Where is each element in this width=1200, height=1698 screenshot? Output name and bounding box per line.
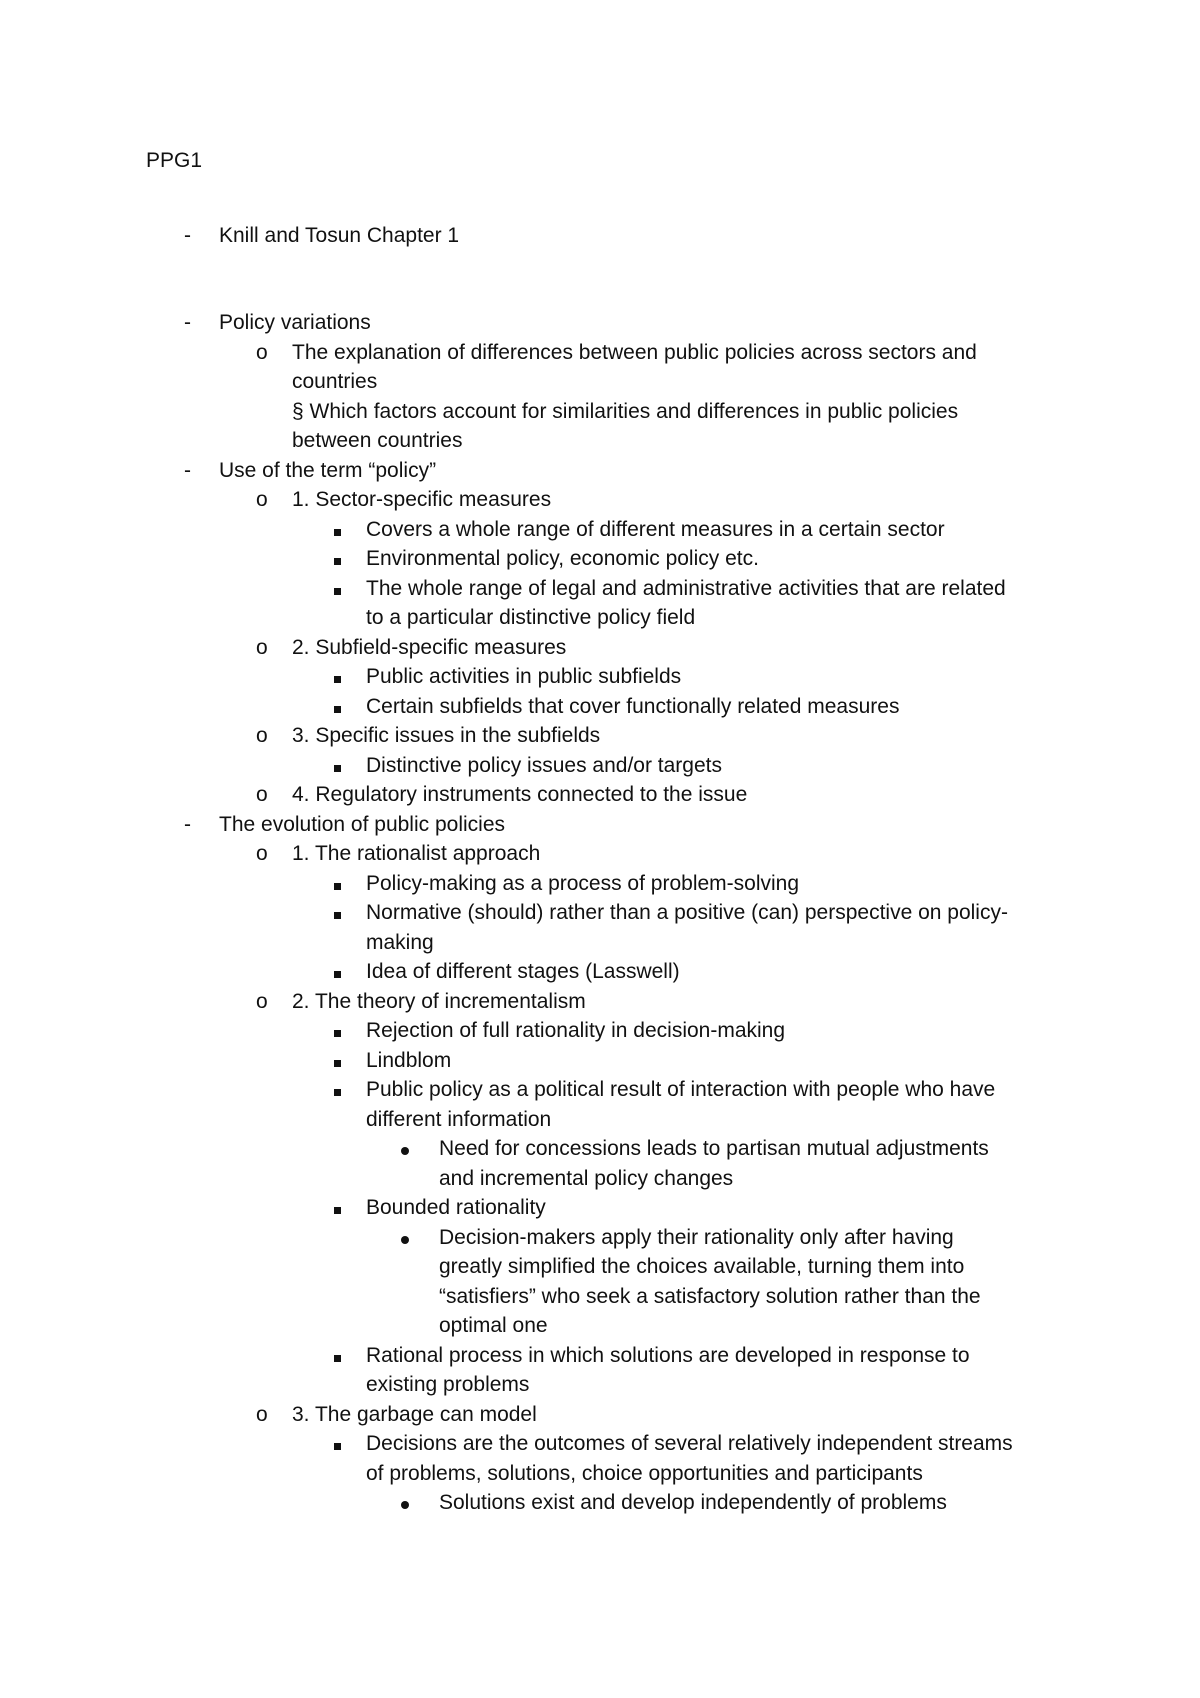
list-item-text: 3. The garbage can model bbox=[292, 1402, 537, 1426]
list-item-continuation bbox=[292, 397, 958, 427]
list-item bbox=[219, 308, 371, 338]
list-item-text: 4. Regulatory instruments connected to the issue bbox=[292, 783, 748, 806]
list-item-text: Public activities in public subfields bbox=[366, 665, 682, 688]
list-item bbox=[219, 221, 459, 251]
list-item-text: of problems, solutions, choice opportunities and participants bbox=[366, 1461, 923, 1485]
list-item bbox=[219, 456, 436, 486]
list-item-continuation bbox=[439, 1282, 981, 1312]
list-item-text: Knill and Tosun Chapter 1 bbox=[219, 224, 460, 247]
square-bullet-icon bbox=[334, 1193, 341, 1223]
list-item-text: making bbox=[366, 930, 434, 954]
list-item-text: Policy-making as a process of problem-solving bbox=[366, 871, 800, 895]
list-item bbox=[366, 1046, 451, 1076]
list-item-continuation bbox=[292, 426, 462, 456]
circle-bullet: o bbox=[256, 783, 268, 806]
list-item-text: 2. Subfield-specific measures bbox=[292, 635, 567, 659]
square-bullet-icon bbox=[334, 1046, 341, 1076]
list-item-text: Idea of different stages (Lasswell) bbox=[366, 960, 680, 983]
circle-bullet: o bbox=[256, 989, 268, 1013]
list-item bbox=[366, 1016, 785, 1046]
list-item-text: Lindblom bbox=[366, 1048, 452, 1072]
list-item-text: 1. The rationalist approach bbox=[292, 842, 541, 865]
square-bullet-icon bbox=[334, 957, 341, 987]
list-item-text: 3. Specific issues in the subfields bbox=[292, 724, 601, 747]
dot-bullet-icon bbox=[401, 1223, 409, 1253]
circle-bullet: o bbox=[256, 842, 268, 865]
list-item bbox=[439, 1223, 954, 1253]
list-item-text: Solutions exist and develop independently of problems bbox=[439, 1491, 947, 1514]
list-item bbox=[292, 485, 551, 515]
list-item-text: Bounded rationality bbox=[366, 1196, 546, 1219]
list-item-text: 1. Sector-specific measures bbox=[292, 488, 552, 511]
list-item bbox=[366, 1193, 546, 1223]
list-item bbox=[292, 987, 586, 1017]
list-item bbox=[439, 1134, 989, 1164]
list-item-text: § Which factors account for similarities and differences in public policies bbox=[292, 399, 959, 423]
list-item bbox=[366, 544, 759, 574]
list-item bbox=[292, 721, 600, 751]
list-item-text: Certain subfields that cover functionally related measures bbox=[366, 694, 900, 718]
list-item-continuation bbox=[292, 367, 377, 397]
square-bullet-icon bbox=[334, 662, 341, 692]
list-item bbox=[292, 338, 977, 368]
list-item bbox=[439, 1488, 947, 1518]
list-item-text: Normative (should) rather than a positive (can) perspective on policy- bbox=[366, 901, 1008, 924]
list-item-text: Distinctive policy issues and/or targets bbox=[366, 753, 722, 777]
list-item-continuation bbox=[366, 1105, 551, 1135]
list-item-continuation bbox=[439, 1164, 733, 1194]
list-item-continuation bbox=[366, 928, 434, 958]
list-item-continuation bbox=[366, 1370, 529, 1400]
list-item bbox=[366, 574, 1006, 604]
list-item-text: Need for concessions leads to partisan mutual adjustments bbox=[439, 1137, 989, 1160]
list-item-text: countries bbox=[292, 370, 378, 393]
list-item bbox=[366, 1075, 995, 1105]
list-item-text: Decision-makers apply their rationality only after having bbox=[439, 1225, 954, 1249]
list-item-continuation bbox=[366, 1459, 923, 1489]
list-item-text: Covers a whole range of different measures in a certain sector bbox=[366, 517, 945, 541]
square-bullet-icon bbox=[334, 515, 341, 545]
list-item-text: Policy variations bbox=[219, 311, 371, 334]
list-item-text: between countries bbox=[292, 429, 463, 452]
dot-bullet-icon bbox=[401, 1134, 409, 1164]
list-item bbox=[219, 810, 505, 840]
list-item bbox=[366, 515, 945, 545]
list-item bbox=[366, 898, 1008, 928]
circle-bullet: o bbox=[256, 340, 268, 364]
list-item-text: The evolution of public policies bbox=[219, 812, 506, 836]
dash-bullet: - bbox=[184, 311, 191, 334]
list-item-continuation bbox=[439, 1311, 548, 1341]
list-item bbox=[292, 633, 566, 663]
list-item-text: Rational process in which solutions are developed in response to bbox=[366, 1343, 970, 1367]
list-item-text: Environmental policy, economic policy etc. bbox=[366, 547, 759, 570]
list-item bbox=[366, 957, 680, 987]
list-item-text: and incremental policy changes bbox=[439, 1166, 734, 1190]
page-title: PPG1 bbox=[146, 149, 203, 172]
square-bullet-icon bbox=[334, 751, 341, 781]
dash-bullet: - bbox=[184, 812, 191, 836]
square-bullet-icon bbox=[334, 869, 341, 899]
list-item bbox=[366, 1429, 1013, 1459]
list-item-text: optimal one bbox=[439, 1314, 548, 1337]
square-bullet-icon bbox=[334, 1341, 341, 1371]
circle-bullet: o bbox=[256, 1402, 268, 1426]
list-item bbox=[366, 869, 799, 899]
list-item-text: Rejection of full rationality in decision-making bbox=[366, 1019, 786, 1042]
list-item-text: greatly simplified the choices available, turning them into bbox=[439, 1255, 965, 1278]
list-item-text: Decisions are the outcomes of several relatively independent streams bbox=[366, 1432, 1013, 1455]
square-bullet-icon bbox=[334, 1075, 341, 1105]
circle-bullet: o bbox=[256, 724, 268, 747]
list-item-text: The explanation of differences between public policies across sectors and bbox=[292, 340, 977, 364]
list-item-text: existing problems bbox=[366, 1373, 530, 1396]
circle-bullet: o bbox=[256, 488, 268, 511]
list-item bbox=[366, 662, 681, 692]
list-item-text: Use of the term “policy” bbox=[219, 458, 437, 482]
list-item bbox=[292, 839, 540, 869]
square-bullet-icon bbox=[334, 1429, 341, 1459]
list-item bbox=[366, 751, 722, 781]
list-item-text: Public policy as a political result of interaction with people who have bbox=[366, 1078, 996, 1101]
square-bullet-icon bbox=[334, 544, 341, 574]
dash-bullet: - bbox=[184, 458, 191, 482]
list-item bbox=[366, 1341, 970, 1371]
circle-bullet: o bbox=[256, 635, 268, 659]
square-bullet-icon bbox=[334, 1016, 341, 1046]
dot-bullet-icon bbox=[401, 1488, 409, 1518]
list-item-text: The whole range of legal and administrative activities that are related bbox=[366, 576, 1006, 600]
list-item bbox=[366, 692, 899, 722]
list-item bbox=[292, 780, 747, 810]
list-item-text: 2. The theory of incrementalism bbox=[292, 989, 586, 1013]
square-bullet-icon bbox=[334, 692, 341, 722]
list-item-text: “satisfiers” who seek a satisfactory solution rather than the bbox=[439, 1284, 981, 1308]
list-item-text: different information bbox=[366, 1107, 552, 1131]
list-item bbox=[292, 1400, 537, 1430]
list-item-text: to a particular distinctive policy field bbox=[366, 606, 696, 629]
dash-bullet: - bbox=[184, 224, 191, 247]
square-bullet-icon bbox=[334, 898, 341, 928]
list-item-continuation bbox=[366, 603, 695, 633]
square-bullet-icon bbox=[334, 574, 341, 604]
list-item-continuation bbox=[439, 1252, 964, 1282]
